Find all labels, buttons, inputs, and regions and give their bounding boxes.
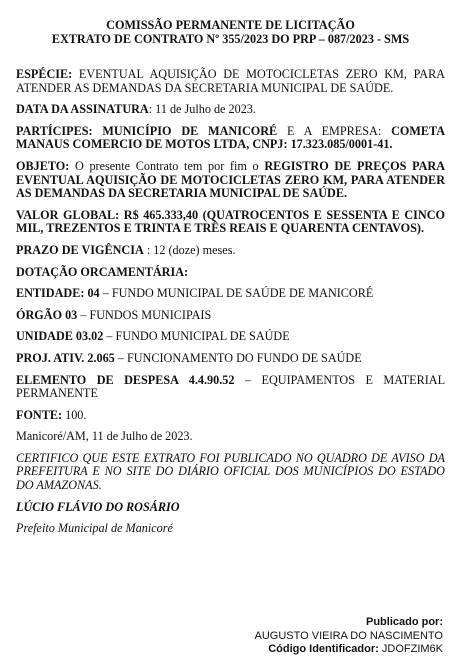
especie-label: ESPÉCIE: [16, 67, 69, 81]
objeto-lead: O presente Contrato tem por fim o: [74, 158, 259, 173]
extract-title: EXTRATO DE CONTRATO Nº 355/2023 DO PRP – 087/2023 - SMS: [51, 32, 410, 46]
dotacao-label: DOTAÇÃO ORCAMENTÁRIA:: [16, 264, 189, 279]
publication-block: [255, 616, 443, 657]
unidade-label: UNIDADE 03.02: [16, 329, 104, 344]
entidade-paragraph: ENTIDADE: 04 – FUNDO MUNICIPAL DE SAÚDE DE MANICORÉ: [16, 286, 374, 301]
elemento-despesa-label: ELEMENTO DE DESPESA 4.4.90.52: [16, 372, 235, 387]
especie-paragraph: ESPÉCIE: EVENTUAL AQUISIÇÃO DE MOTOCICLETAS ZERO KM, PARA ATENDER AS DEMANDAS DA SECRETARIA MUNICIPAL DE SAÚDE.: [16, 67, 446, 95]
municipality-name: MUNICÍPIO DE MANICORÉ: [102, 123, 278, 138]
objeto-paragraph: [16, 160, 445, 201]
identifier-code: JDOFZIM6K: [381, 643, 443, 656]
place-date: Manicoré/AM, 11 de Julho de 2023.: [16, 429, 193, 444]
fonte-label: FONTE:: [16, 407, 63, 422]
participes-connector: E A EMPRESA:: [287, 123, 382, 138]
publisher-name: AUGUSTO VIEIRA DO NASCIMENTO: [254, 629, 443, 642]
certification-text: CERTIFICO QUE ESTE EXTRATO FOI PUBLICADO NO QUADRO DE AVISO DA PREFEITURA E NO SITE DO DIÁRIO OFICIAL DOS MUNICÍPIOS DO ESTADO DO AMAZONAS.: [16, 450, 445, 493]
valor-global-paragraph: [16, 209, 445, 236]
prazo-paragraph: PRAZO DE VIGÊNCIA : 12 (doze) meses.: [16, 242, 236, 257]
signature-date-paragraph: DATA DA ASSINATURA: 11 de Julho de 2023.: [16, 102, 256, 117]
signature-date-value: 11 de Julho de 2023.: [155, 102, 256, 117]
objeto-label: OBJETO:: [16, 158, 70, 173]
published-by-label: Publicado por:: [366, 616, 443, 628]
fonte-value: 100.: [65, 407, 87, 422]
proj-ativ-value: FUNCIONAMENTO DO FUNDO DE SAÚDE: [126, 350, 362, 365]
entidade-value: FUNDO MUNICIPAL DE SAÚDE DE MANICORÉ: [111, 286, 374, 301]
proj-ativ-label: PROJ. ATIV. 2.065: [16, 350, 115, 365]
objeto-text: REGISTRO DE PREÇOS PARA EVENTUAL AQUISIÇÃO DE MOTOCICLETAS ZERO KM, PARA ATENDER AS DEMANDAS DA SECRETARIA MUNICIPAL DE SAÚDE.: [16, 158, 446, 201]
signature-date-label: DATA DA ASSINATURA: [16, 102, 149, 117]
elemento-despesa-paragraph: ELEMENTO DE DESPESA 4.4.90.52 – EQUIPAMENTOS E MATERIAL PERMANENTE: [16, 372, 446, 401]
participes-paragraph: [16, 125, 445, 152]
orgao-value: FUNDOS MUNICIPAIS: [89, 307, 212, 322]
identifier-line: [255, 643, 443, 657]
valor-global-label: VALOR GLOBAL:: [16, 207, 120, 222]
commission-title: COMISSÃO PERMANENTE DE LICITAÇÃO: [106, 18, 355, 32]
valor-global-value: R$ 465.333,40 (QUATROCENTOS E SESSENTA E CINCO MIL, TREZENTOS E TRINTA E TRÊS REAIS E QUARENTA CENTAVOS).: [16, 207, 445, 236]
elemento-despesa-value: EQUIPAMENTOS E MATERIAL PERMANENTE: [16, 372, 446, 401]
unidade-value: FUNDO MUNICIPAL DE SAÚDE: [115, 329, 290, 344]
orgao-paragraph: ÓRGÃO 03 – FUNDOS MUNICIPAIS: [16, 307, 212, 322]
signatory-role: Prefeito Municipal de Manicoré: [16, 521, 173, 536]
identifier-label: Código Identificador:: [268, 643, 379, 656]
prazo-label: PRAZO DE VIGÊNCIA: [16, 242, 144, 257]
fonte-paragraph: [16, 409, 445, 423]
orgao-label: ÓRGÃO 03: [16, 307, 78, 322]
document-header: [16, 18, 445, 46]
entidade-label: ENTIDADE: 04: [16, 286, 100, 301]
participes-label: PARTÍCIPES:: [16, 123, 93, 138]
proj-ativ-paragraph: PROJ. ATIV. 2.065 – FUNCIONAMENTO DO FUNDO DE SAÚDE: [16, 350, 362, 365]
signatory-name: LÚCIO FLÁVIO DO ROSÁRIO: [16, 499, 180, 514]
prazo-value: 12 (doze) meses.: [153, 242, 236, 257]
unidade-paragraph: UNIDADE 03.02 – FUNDO MUNICIPAL DE SAÚDE: [16, 329, 290, 344]
especie-text: EVENTUAL AQUISIÇÃO DE MOTOCICLETAS ZERO KM, PARA ATENDER AS DEMANDAS DA SECRETARIA MUNICIPAL DE SAÚDE.: [16, 67, 446, 95]
company-name: COMETA MANAUS COMERCIO DE MOTOS LTDA, CNPJ: 17.323.085/0001-41.: [16, 123, 446, 152]
